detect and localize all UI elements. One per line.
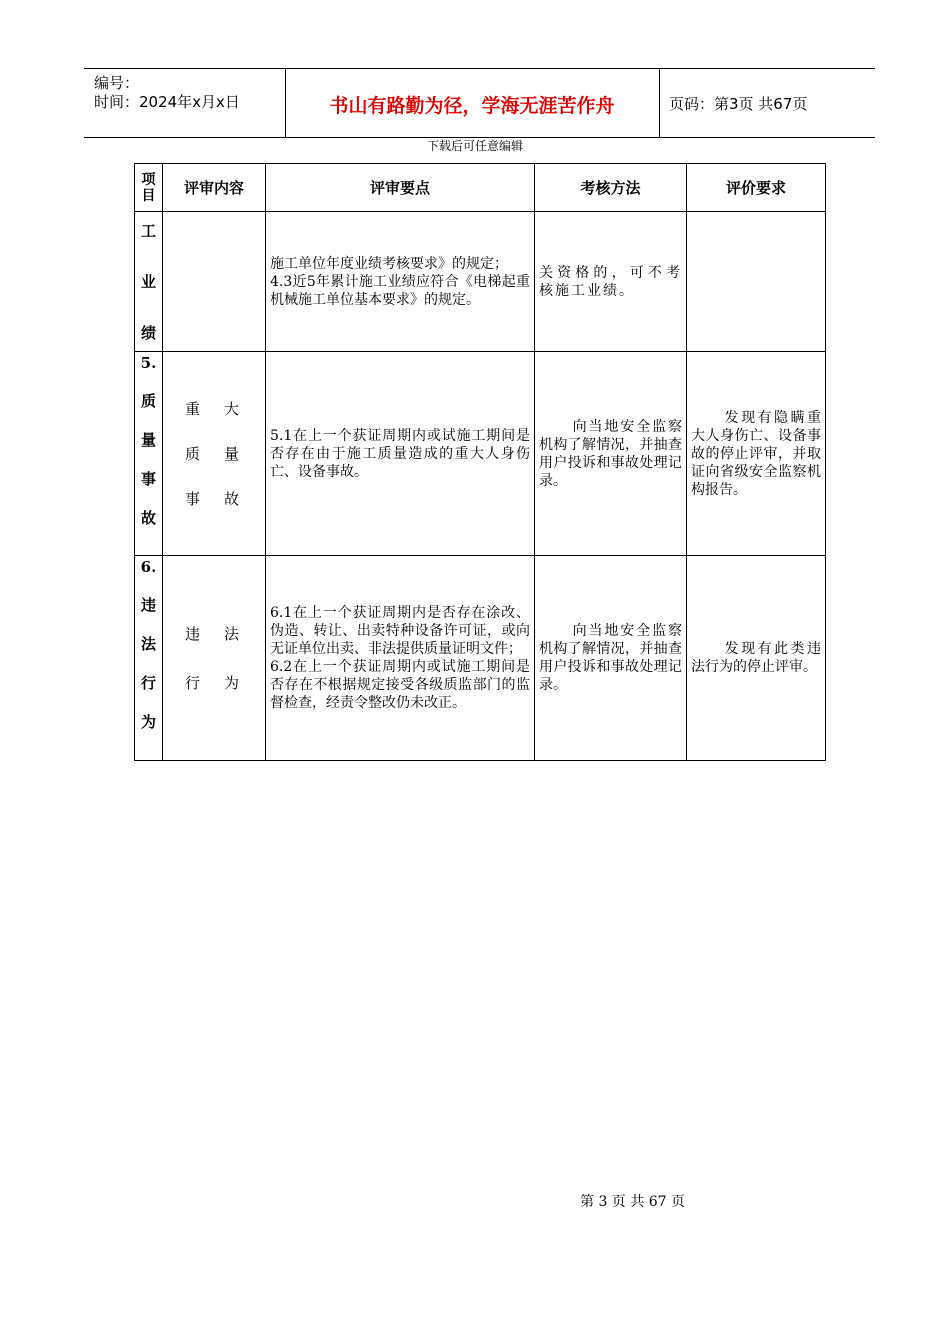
requirement-text: 发现有隐瞒重大人身伤亡、设备事故的停止评审，并取证向省级安全监察机构报告。 bbox=[691, 409, 821, 498]
content-line: 重大 bbox=[185, 400, 264, 418]
requirement-cell bbox=[687, 352, 826, 556]
requirement-text: 发现有此类违法行为的停止评审。 bbox=[691, 641, 821, 675]
method-text: 向当地安全监察机构了解情况，并抽查用户投诉和事故处理记录。 bbox=[539, 418, 682, 489]
header-slogan: 书山有路勤为径，学海无涯苦作舟 bbox=[329, 95, 615, 117]
points-text: 6.1在上一个获证周期内是否存在涂改、伪造、转让、出卖特种设备许可证，或向无证单位出卖、非法提供质量证明文件； 6.2在上一个获证周期内或试施工期间是否存在不根据规定接受各级质监部门的监督检查，经责令整改仍未改正。 bbox=[270, 605, 530, 711]
item-char: 业 bbox=[140, 273, 156, 291]
content-cell bbox=[163, 212, 266, 352]
item-char: 事 bbox=[140, 470, 156, 488]
document-code-label: 编号： bbox=[94, 74, 140, 92]
table-header-row bbox=[135, 164, 826, 212]
requirement-cell bbox=[687, 556, 826, 761]
content-line: 行为 bbox=[185, 674, 264, 692]
header-method: 考核方法 bbox=[535, 164, 687, 212]
item-char: 6. bbox=[140, 558, 157, 576]
table-row bbox=[135, 212, 826, 352]
item-char: 5. bbox=[140, 354, 157, 372]
content-line: 事故 bbox=[185, 490, 264, 508]
header-divider bbox=[659, 69, 660, 137]
item-char: 行 bbox=[140, 674, 156, 692]
header-points: 评审要点 bbox=[266, 164, 535, 212]
item-cell bbox=[135, 352, 163, 556]
page-footer bbox=[580, 1191, 685, 1211]
header-content: 评审内容 bbox=[163, 164, 266, 212]
points-cell bbox=[266, 212, 535, 352]
content-line: 质量 bbox=[185, 445, 264, 463]
item-char: 工 bbox=[140, 222, 156, 240]
method-text: 向当地安全监察机构了解情况，并抽查用户投诉和事故处理记录。 bbox=[539, 623, 682, 693]
points-cell bbox=[266, 556, 535, 761]
item-char: 量 bbox=[140, 431, 156, 449]
page-header bbox=[84, 68, 875, 138]
table-row bbox=[135, 352, 826, 556]
method-text: 关资格的，可不考核施工业绩。 bbox=[539, 264, 682, 299]
review-table bbox=[134, 163, 826, 761]
item-char: 为 bbox=[140, 713, 156, 731]
method-cell bbox=[535, 212, 687, 352]
header-item bbox=[135, 164, 163, 212]
points-cell bbox=[266, 352, 535, 556]
header-requirement: 评价要求 bbox=[687, 164, 826, 212]
content-line: 违法 bbox=[185, 625, 264, 643]
item-char: 违 bbox=[140, 596, 156, 614]
content-cell bbox=[163, 352, 266, 556]
item-cell bbox=[135, 212, 163, 352]
header-item-label: 项目 bbox=[141, 171, 156, 204]
item-cell bbox=[135, 556, 163, 761]
method-cell bbox=[535, 352, 687, 556]
document-time-label: 时间：2024年x月x日 bbox=[94, 93, 240, 111]
item-char: 绩 bbox=[140, 324, 156, 342]
requirement-cell bbox=[687, 212, 826, 352]
item-char: 故 bbox=[140, 509, 156, 527]
edit-note: 下载后可任意编辑 bbox=[426, 139, 523, 153]
header-page-info: 页码：第3页 共67页 bbox=[669, 95, 808, 113]
content-cell bbox=[163, 556, 266, 761]
points-text: 5.1在上一个获证周期内或试施工期间是否存在由于施工质量造成的重大人身伤亡、设备事故。 bbox=[270, 427, 530, 480]
table-row bbox=[135, 556, 826, 761]
item-char: 质 bbox=[140, 392, 156, 410]
footer-page-number: 第 3 页 共 67 页 bbox=[580, 1194, 685, 1210]
item-char: 法 bbox=[140, 635, 156, 653]
method-cell bbox=[535, 556, 687, 761]
points-text: 施工单位年度业绩考核要求》的规定； 4.3近5年累计施工业绩应符合《电梯起重机械施工单位基本要求》的规定。 bbox=[270, 255, 530, 308]
